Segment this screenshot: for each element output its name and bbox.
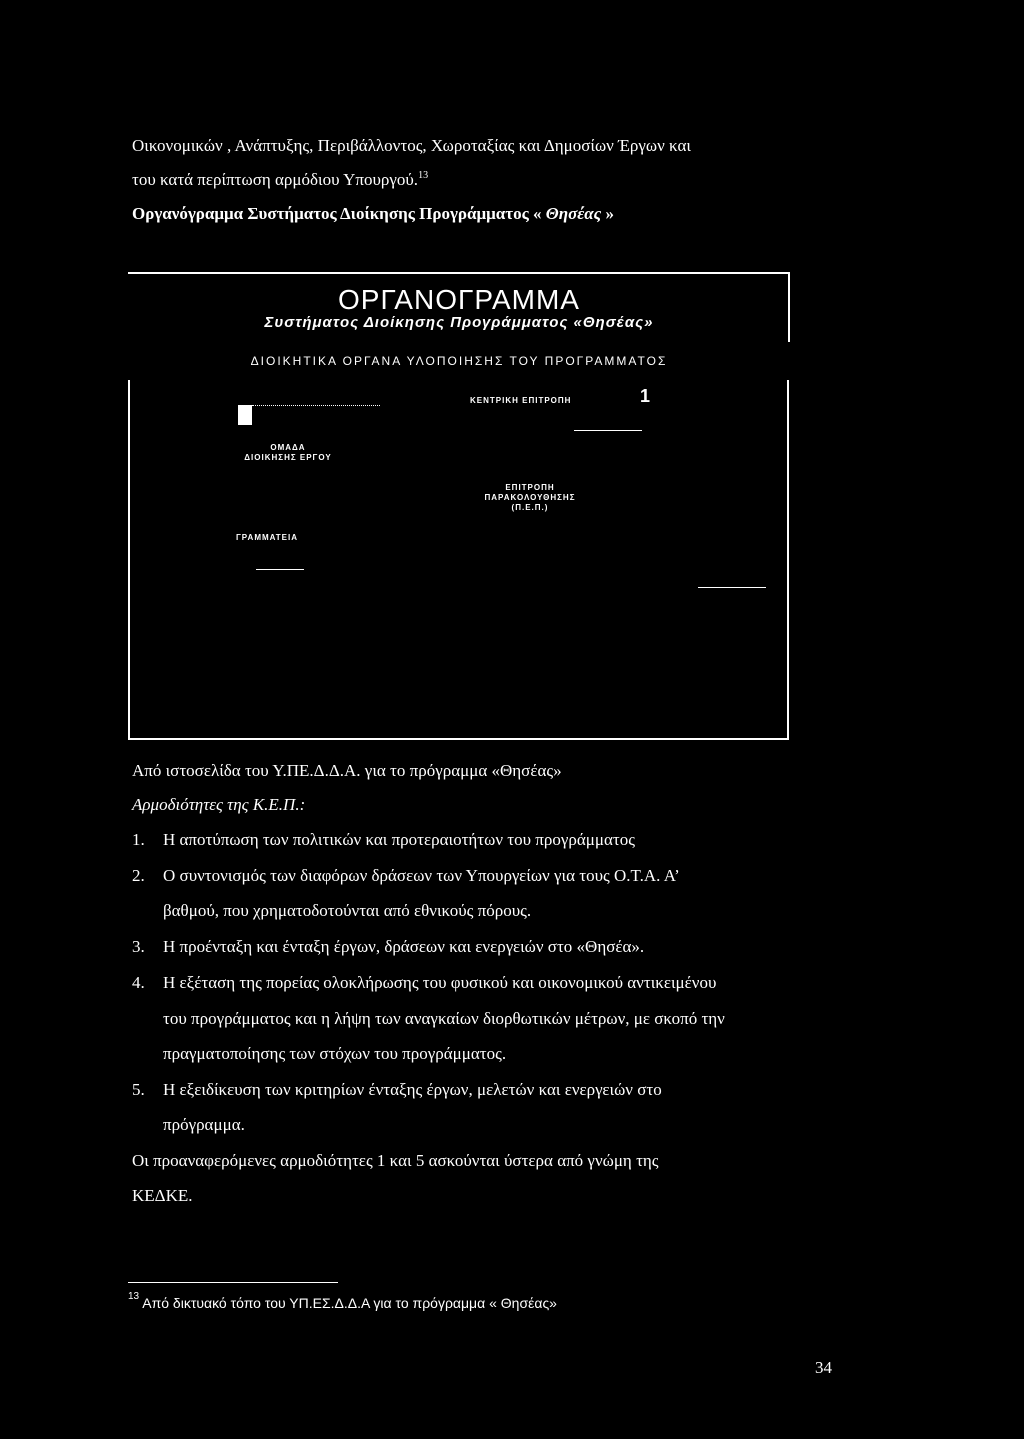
org-line-3 [698, 587, 766, 588]
org-heading-italic: Θησέας [545, 204, 602, 223]
org-subtitle: Συστήματος Διοίκησης Προγράμματος «Θησέας» [264, 314, 654, 331]
footnote-number: 13 [128, 1291, 140, 1302]
list-item-continued: πρόγραμμα. [163, 1115, 245, 1134]
org-line-1 [574, 430, 642, 431]
footnote [128, 1291, 557, 1311]
org-monitoring-committee [470, 483, 590, 513]
footnote-text: Από δικτυακό τόπο του ΥΠ.ΕΣ.Δ.Δ.Α για το πρόγραμμα « Θησέας» [139, 1295, 557, 1311]
footnote-ref: 13 [418, 170, 429, 181]
org-secretariat: ΓΡΑΜΜΑΤΕΙΑ [236, 533, 298, 542]
closing-line-1: Οι προαναφερόμενες αρμοδιότητες 1 και 5 ασκούνται ύστερα από γνώμη της [132, 1151, 659, 1170]
source-caption: Από ιστοσελίδα του Υ.ΠΕ.Δ.Δ.Α. για το πρόγραμμα «Θησέας» [132, 761, 562, 780]
org-line-2 [256, 569, 304, 570]
item-number: 5. [132, 1080, 145, 1099]
org-group [240, 443, 336, 463]
list-item-continued: πραγματοποίησης των στόχων του προγράμματος. [163, 1044, 507, 1063]
list-item-continued: του προγράμματος και η λήψη των αναγκαίων διορθωτικών μέτρων, με σκοπό την [163, 1009, 725, 1028]
intro-line-2-text: του κατά περίπτωση αρμόδιου Υπουργού. [132, 170, 419, 189]
org-marker: 1 [640, 386, 651, 406]
list-item: Η εξειδίκευση των κριτηρίων ένταξης έργων, μελετών και ενεργειών στο [163, 1080, 662, 1099]
org-dotted-line [252, 405, 380, 406]
org-node-square [238, 405, 252, 425]
footnote-divider [128, 1282, 338, 1283]
org-heading-end: » [601, 204, 614, 223]
item-number: 2. [132, 866, 145, 885]
org-group-line-2: ΔΙΟΙΚΗΣΗΣ ΕΡΓΟΥ [244, 453, 332, 462]
list-item: Η αποτύπωση των πολιτικών και προτεραιοτήτων του προγράμματος [163, 830, 635, 849]
list-item: Η προένταξη και ένταξη έργων, δράσεων και ενεργειών στο «Θησέα». [163, 937, 645, 956]
org-monitoring-line-2: ΠΑΡΑΚΟΛΟΥΘΗΣΗΣ [484, 493, 576, 502]
page-number: 34 [815, 1358, 832, 1377]
list-item: Η εξέταση της πορείας ολοκλήρωσης του φυσικού και οικονομικού αντικειμένου [163, 973, 717, 992]
org-frame-top [128, 272, 790, 274]
list-item-continued: βαθμού, που χρηματοδοτούνται από εθνικούς πόρους. [163, 901, 532, 920]
org-title: ΟΡΓΑΝΟΓΡΑΜΜΑ [337, 284, 580, 315]
org-monitoring-line-1: ΕΠΙΤΡΟΠΗ [505, 483, 555, 492]
org-central-committee: ΚΕΝΤΡΙΚΗ ΕΠΙΤΡΟΠΗ [470, 396, 572, 405]
org-heading-text: Οργανόγραμμα Συστήματος Διοίκησης Προγράμματος « [132, 204, 546, 223]
closing-line-2: ΚΕΔΚΕ. [132, 1186, 193, 1205]
org-section: ΔΙΟΙΚΗΤΙΚΑ ΟΡΓΑΝΑ ΥΛΟΠΟΙΗΣΗΣ ΤΟΥ ΠΡΟΓΡΑΜΜΑΤΟΣ [250, 354, 668, 368]
competences-heading: Αρμοδιότητες της Κ.Ε.Π.: [132, 795, 306, 814]
org-group-line-1: ΟΜΑΔΑ [270, 443, 306, 452]
item-number: 1. [132, 830, 145, 849]
item-number: 4. [132, 973, 145, 992]
org-frame [128, 380, 789, 740]
org-heading [132, 204, 614, 224]
intro-line-2 [132, 170, 428, 190]
list-item: Ο συντονισμός των διαφόρων δράσεων των Υπουργείων για τους Ο.Τ.Α. Α’ [163, 866, 680, 885]
intro-line-1: Οικονομικών , Ανάπτυξης, Περιβάλλοντος, Χωροταξίας και Δημοσίων Έργων και [132, 136, 691, 155]
item-number: 3. [132, 937, 145, 956]
org-monitoring-line-3: (Π.Ε.Π.) [511, 503, 549, 512]
